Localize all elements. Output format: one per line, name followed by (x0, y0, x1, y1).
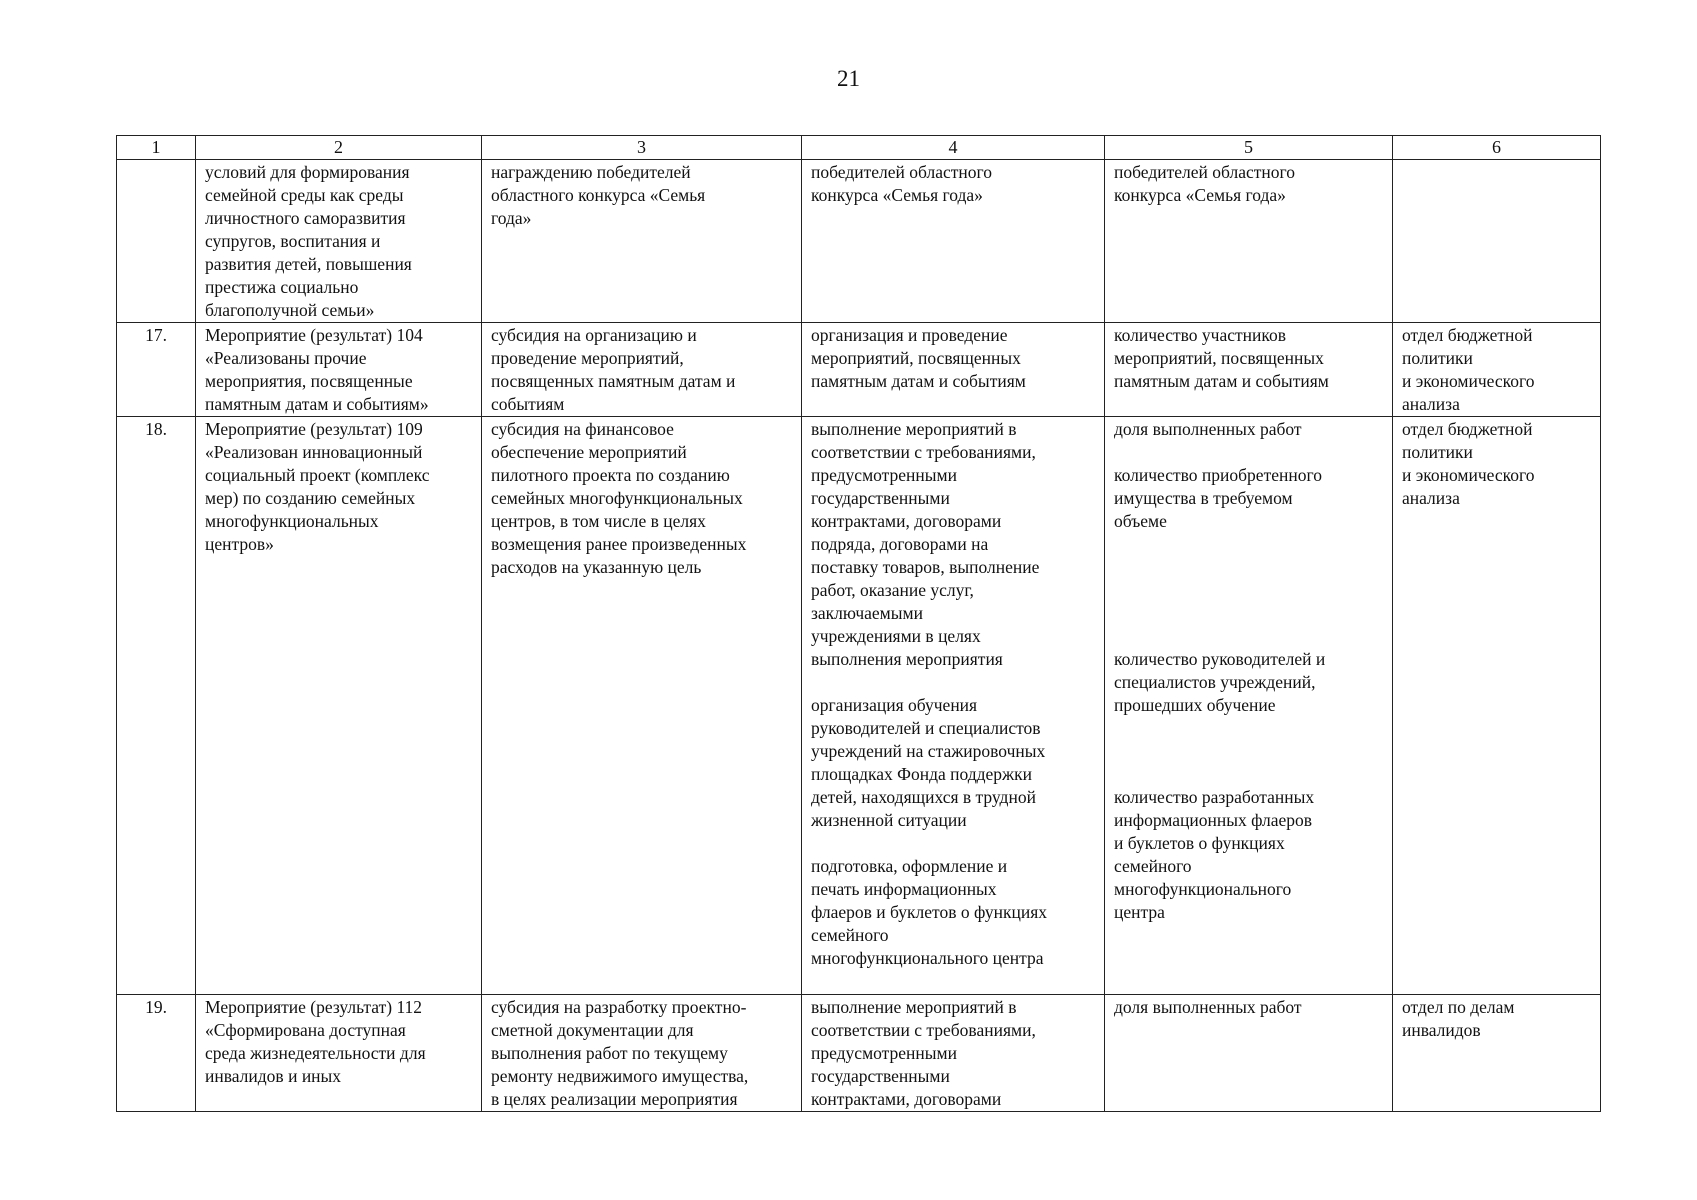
row-number (117, 160, 196, 323)
table-header-row (117, 136, 1601, 160)
responsible-cell (1393, 995, 1601, 1112)
table-row-17 (117, 323, 1601, 417)
measure-text: Мероприятие (результат) 109 «Реализован инновационный социальный проект (комплекс мер) по созданию семейных многофункциональных центров» (205, 419, 430, 554)
responsible-cell (1393, 323, 1601, 417)
spacer (1114, 717, 1383, 786)
indicator-text: победителей областного конкурса «Семья года» (1114, 162, 1295, 205)
responsible-text: отдел по делам инвалидов (1402, 997, 1515, 1040)
table-row-19 (117, 995, 1601, 1112)
subsidy-text: награждению победителей областного конкурса «Семья года» (491, 162, 706, 228)
subsidy-text: субсидия на разработку проектно- сметной документации для выполнения работ по текущему ремонту недвижимого имущества, в целях реализации мероприятия (491, 997, 749, 1109)
indicator-text-trained: количество руководителей и специалистов учреждений, прошедших обучение (1114, 649, 1326, 715)
responsible-text: отдел бюджетной политики и экономического анализа (1402, 325, 1535, 414)
table-row-18 (117, 417, 1601, 995)
indicator-text-work-share: доля выполненных работ (1114, 419, 1302, 439)
row-number: 19. (117, 995, 196, 1112)
table-row-continuation (117, 160, 1601, 323)
activity-text-training: организация обучения руководителей и специалистов учреждений на стажировочных площадках Фонда поддержки детей, находящихся в трудной жизненной ситуации (811, 695, 1046, 830)
column-header-3: 3 (482, 136, 802, 160)
column-header-4: 4 (802, 136, 1105, 160)
indicator-cell (1105, 323, 1393, 417)
indicator-cell (1105, 417, 1393, 995)
indicator-text-property: количество приобретенного имущества в требуемом объеме (1114, 465, 1322, 531)
row-number: 18. (117, 417, 196, 995)
indicator-cell (1105, 995, 1393, 1112)
activity-text: победителей областного конкурса «Семья года» (811, 162, 992, 205)
responsible-cell (1393, 417, 1601, 995)
activity-cell (802, 160, 1105, 323)
measures-table (116, 135, 1601, 1112)
responsible-cell (1393, 160, 1601, 323)
activity-cell (802, 417, 1105, 995)
subsidy-cell (482, 323, 802, 417)
measure-text: Мероприятие (результат) 112 «Сформирована доступная среда жизнедеятельности для инвалидов и иных (205, 997, 426, 1086)
column-header-1: 1 (117, 136, 196, 160)
measure-cell (196, 417, 482, 995)
measure-text: Мероприятие (результат) 104 «Реализованы прочие мероприятия, посвященные памятным датам и событиям» (205, 325, 429, 414)
activity-text: организация и проведение мероприятий, посвященных памятным датам и событиям (811, 325, 1026, 391)
indicator-cell (1105, 160, 1393, 323)
measure-cell (196, 995, 482, 1112)
indicator-text: доля выполненных работ (1114, 997, 1302, 1017)
responsible-text: отдел бюджетной политики и экономического анализа (1402, 419, 1535, 508)
measure-cell (196, 323, 482, 417)
subsidy-text: субсидия на организацию и проведение мероприятий, посвященных памятным датам и событиям (491, 325, 736, 414)
activity-text-execution: выполнение мероприятий в соответствии с требованиями, предусмотренными государственными контрактами, договорами подряда, договорами на поставку товаров, выполнение работ, оказание услуг, заключаемыми учреждениями в целях выполнения мероприятия (811, 419, 1040, 669)
indicator-text: количество участников мероприятий, посвященных памятным датам и событиям (1114, 325, 1329, 391)
column-header-2: 2 (196, 136, 482, 160)
activity-text: выполнение мероприятий в соответствии с требованиями, предусмотренными государственными контрактами, договорами (811, 997, 1036, 1109)
activity-cell (802, 995, 1105, 1112)
column-header-6: 6 (1393, 136, 1601, 160)
measure-text: условий для формирования семейной среды как среды личностного саморазвития супругов, воспитания и развития детей, повышения престижа социально благополучной семьи» (205, 162, 412, 320)
subsidy-cell (482, 995, 802, 1112)
indicator-text-flyers: количество разработанных информационных флаеров и буклетов о функциях семейного многофункционального центра (1114, 787, 1315, 922)
page-number: 21 (837, 66, 860, 91)
activity-cell (802, 323, 1105, 417)
row-number: 17. (117, 323, 196, 417)
subsidy-cell (482, 160, 802, 323)
subsidy-text: субсидия на финансовое обеспечение мероприятий пилотного проекта по созданию семейных многофункциональных центров, в том числе в целях возмещения ранее произведенных расходов на указанную цель (491, 419, 747, 577)
measure-cell (196, 160, 482, 323)
spacer (1114, 533, 1383, 648)
activity-text-flyers: подготовка, оформление и печать информационных флаеров и буклетов о функциях семейного многофункционального центра (811, 856, 1048, 968)
subsidy-cell (482, 417, 802, 995)
column-header-5: 5 (1105, 136, 1393, 160)
